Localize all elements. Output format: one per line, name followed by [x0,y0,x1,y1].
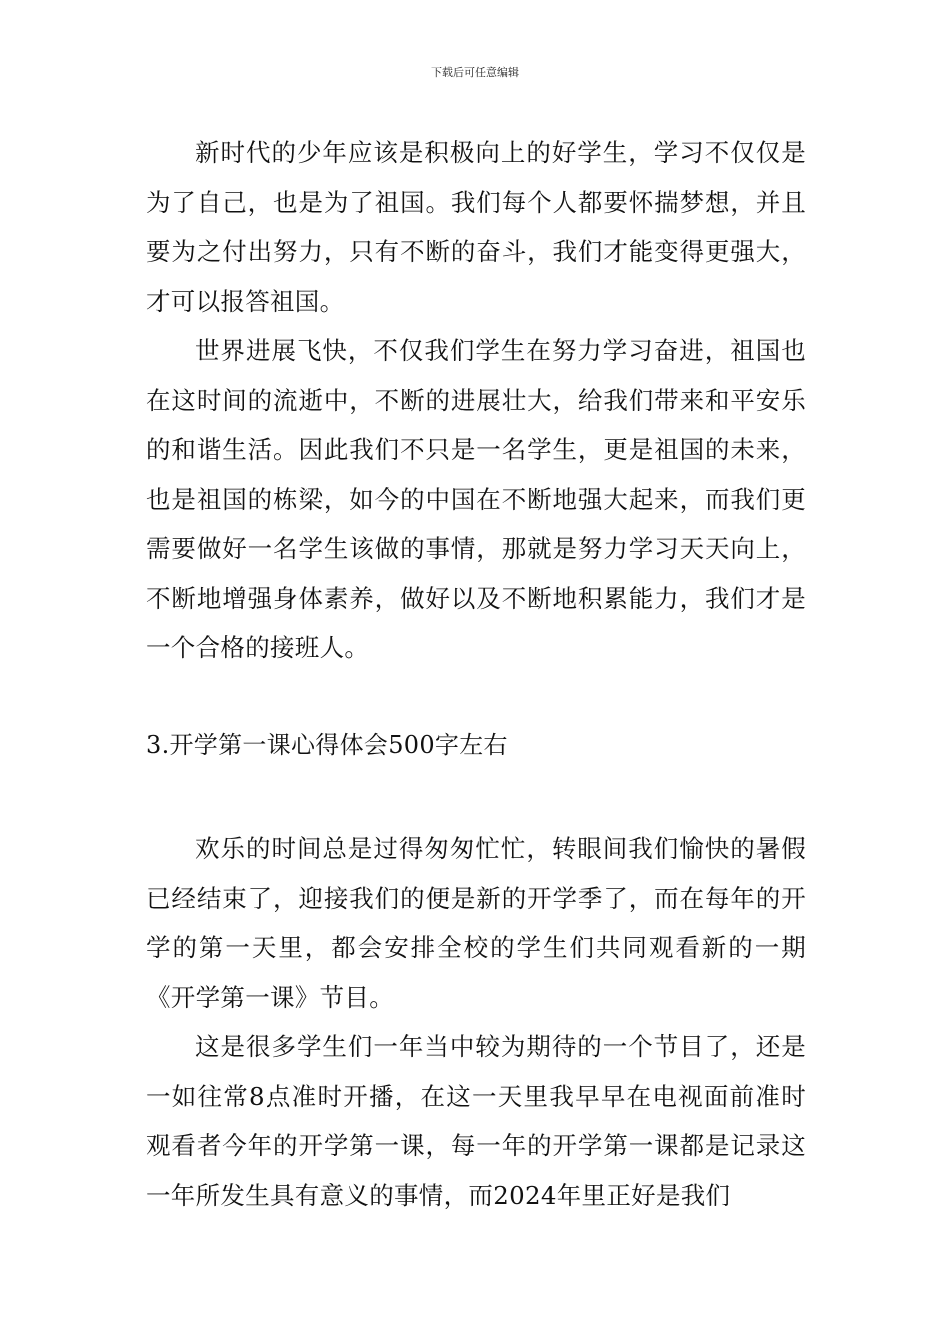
section-heading: 3.开学第一课心得体会500字左右 [146,730,508,759]
paragraph-summer-end: 欢乐的时间总是过得匆匆忙忙，转眼间我们愉快的暑假已经结束了，迎接我们的便是新的开学季了，而在每年的开学的第一天里，都会安排全校的学生们共同观看新的一期《开学第一课》节目。 [146,834,806,1012]
paragraph-program-watch: 这是很多学生们一年当中较为期待的一个节目了，还是一如往常8点准时开播，在这一天里我早早在电视面前准时观看者今年的开学第一课，每一年的开学第一课都是记录这一年所发生具有意义的事情，而2024年里正好是我们 [146,1032,806,1210]
paragraph-world-development: 世界进展飞快，不仅我们学生在努力学习奋进，祖国也在这时间的流逝中，不断的进展壮大，给我们带来和平安乐的和谐生活。因此我们不只是一名学生，更是祖国的未来，也是祖国的栋梁，如今的中国在不断地强大起来，而我们更需要做好一名学生该做的事情，那就是努力学习天天向上，不断地增强身体素养，做好以及不断地积累能力，我们才是一个合格的接班人。 [146,336,806,662]
document-body [146,128,806,1220]
paragraph-youth-aspiration: 新时代的少年应该是积极向上的好学生，学习不仅仅是为了自己，也是为了祖国。我们每个人都要怀揣梦想，并且要为之付出努力，只有不断的奋斗，我们才能变得更强大，才可以报答祖国。 [146,138,806,316]
page-header-note: 下载后可任意编辑 [431,66,519,79]
